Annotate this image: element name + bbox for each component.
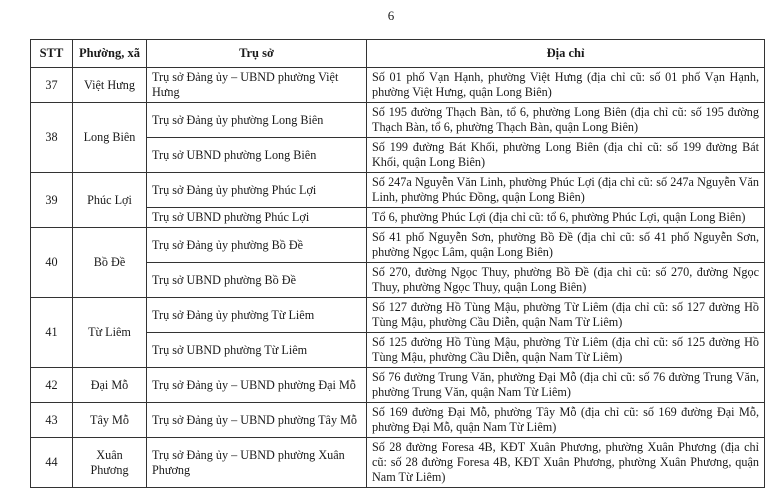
cell-office: Trụ sở Đảng ủy – UBND phường Xuân Phương: [147, 438, 367, 488]
table-row: [31, 228, 765, 263]
cell-stt: 43: [31, 403, 73, 438]
cell-ward: Xuân Phương: [73, 438, 147, 488]
cell-office: Trụ sở UBND phường Phúc Lợi: [147, 208, 367, 228]
cell-office: Trụ sở Đảng ủy phường Long Biên: [147, 103, 367, 138]
table-row: [31, 298, 765, 333]
table-row: [31, 438, 765, 488]
cell-ward: Từ Liêm: [73, 298, 147, 368]
cell-address: Số 127 đường Hồ Tùng Mậu, phường Từ Liêm (địa chỉ cũ: số 127 đường Hồ Tùng Mậu, phường Cầu Diễn, quận Nam Từ Liêm): [367, 298, 765, 333]
cell-stt: 38: [31, 103, 73, 173]
cell-address: Số 169 đường Đại Mỗ, phường Tây Mỗ (địa chỉ cũ: số 169 đường Đại Mỗ, phường Đại Mỗ, quận Nam Từ Liêm): [367, 403, 765, 438]
cell-stt: 39: [31, 173, 73, 228]
cell-address: Số 199 đường Bát Khối, phường Long Biên (địa chỉ cũ: số 199 đường Bát Khối, quận Long Biên): [367, 138, 765, 173]
cell-office: Trụ sở UBND phường Bồ Đề: [147, 263, 367, 298]
office-address-table: [30, 39, 765, 488]
cell-office: Trụ sở Đảng ủy phường Bồ Đề: [147, 228, 367, 263]
cell-address: Số 195 đường Thạch Bàn, tổ 6, phường Long Biên (địa chỉ cũ: số 195 đường Thạch Bàn, tổ 6, phường Thạch Bàn, quận Long Biên): [367, 103, 765, 138]
table-row: [31, 368, 765, 403]
cell-ward: Bồ Đề: [73, 228, 147, 298]
cell-office: Trụ sở Đảng ủy – UBND phường Đại Mỗ: [147, 368, 367, 403]
header-address: Địa chỉ: [367, 40, 765, 68]
cell-address: Tổ 6, phường Phúc Lợi (địa chỉ cũ: tổ 6, phường Phúc Lợi, quận Long Biên): [367, 208, 765, 228]
cell-office: Trụ sở UBND phường Từ Liêm: [147, 333, 367, 368]
cell-address: Số 76 đường Trung Văn, phường Đại Mỗ (địa chỉ cũ: số 76 đường Trung Văn, phường Trung Văn, quận Nam Từ Liêm): [367, 368, 765, 403]
cell-stt: 37: [31, 68, 73, 103]
cell-stt: 41: [31, 298, 73, 368]
table-header-row: [31, 40, 765, 68]
cell-office: Trụ sở Đảng ủy phường Phúc Lợi: [147, 173, 367, 208]
cell-address: Số 125 đường Hồ Tùng Mậu, phường Từ Liêm (địa chỉ cũ: số 125 đường Hồ Tùng Mậu, phường Cầu Diễn, quận Nam Từ Liêm): [367, 333, 765, 368]
cell-office: Trụ sở UBND phường Long Biên: [147, 138, 367, 173]
cell-address: Số 41 phố Nguyễn Sơn, phường Bồ Đề (địa chỉ cũ: số 41 phố Nguyễn Sơn, phường Ngọc Lâm, quận Long Biên): [367, 228, 765, 263]
cell-ward: Long Biên: [73, 103, 147, 173]
cell-address: Số 28 đường Foresa 4B, KĐT Xuân Phương, phường Xuân Phương (địa chỉ cũ: số 28 đường Foresa 4B, KĐT Xuân Phương, phường Xuân Phương, quận Nam Từ Liêm): [367, 438, 765, 488]
header-stt: STT: [31, 40, 73, 68]
cell-address: Số 247a Nguyễn Văn Linh, phường Phúc Lợi (địa chỉ cũ: số 247a Nguyễn Văn Linh, phường Phúc Đồng, quận Long Biên): [367, 173, 765, 208]
cell-office: Trụ sở Đảng ủy – UBND phường Tây Mỗ: [147, 403, 367, 438]
cell-office: Trụ sở Đảng ủy – UBND phường Việt Hưng: [147, 68, 367, 103]
table-body: [31, 68, 765, 488]
table-row: [31, 173, 765, 208]
cell-ward: Phúc Lợi: [73, 173, 147, 228]
table-row: [31, 68, 765, 103]
table-row: [31, 403, 765, 438]
cell-ward: Đại Mỗ: [73, 368, 147, 403]
cell-stt: 40: [31, 228, 73, 298]
cell-address: Số 270, đường Ngọc Thuy, phường Bồ Đề (địa chỉ cũ: số 270, đường Ngọc Thuy, phường Ngọc Thuy, quận Long Biên): [367, 263, 765, 298]
cell-ward: Tây Mỗ: [73, 403, 147, 438]
cell-ward: Việt Hưng: [73, 68, 147, 103]
table-row: [31, 103, 765, 138]
cell-office: Trụ sở Đảng ủy phường Từ Liêm: [147, 298, 367, 333]
cell-stt: 42: [31, 368, 73, 403]
cell-address: Số 01 phố Vạn Hạnh, phường Việt Hưng (địa chỉ cũ: số 01 phố Vạn Hạnh, phường Việt Hưng, quận Long Biên): [367, 68, 765, 103]
page-number: 6: [387, 8, 395, 23]
header-office: Trụ sở: [147, 40, 367, 68]
header-ward: Phường, xã: [73, 40, 147, 68]
cell-stt: 44: [31, 438, 73, 488]
